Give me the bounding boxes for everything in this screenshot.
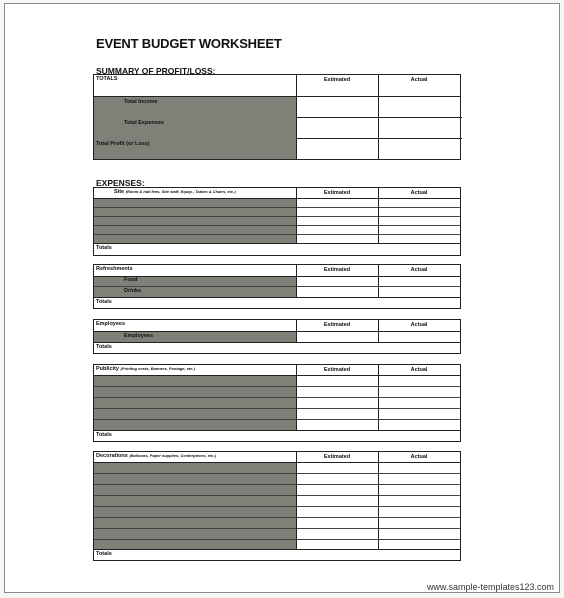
publicity-note: (Printing costs, Banners, Postage, etc.)	[120, 366, 195, 371]
decorations-col-estimated: Estimated	[323, 454, 351, 460]
expenses-heading: EXPENSES:	[96, 178, 145, 188]
summary-row-total-profit: Total Profit (or Loss)	[96, 141, 150, 147]
decorations-table	[93, 451, 461, 561]
refreshments-table	[93, 264, 461, 309]
site-header	[94, 188, 296, 198]
employees-header: Employees	[96, 321, 126, 327]
site-item-column	[94, 198, 296, 243]
decorations-note: (Balloons, Paper supplies, Centerpieces, etc.)	[129, 453, 217, 458]
publicity-header	[94, 365, 296, 375]
decorations-header	[94, 452, 296, 462]
refreshments-col-estimated: Estimated	[323, 267, 351, 273]
summary-table	[93, 74, 461, 160]
site-totals: Totals	[96, 245, 112, 251]
site-note: (Room & hall fees, Site staff, Equip., Tables & Chairs, etc.)	[125, 189, 236, 194]
site-table	[93, 187, 461, 256]
decorations-col-actual: Actual	[410, 454, 428, 460]
decorations-title: Decorations	[96, 453, 128, 459]
summary-heading: SUMMARY OF PROFIT/LOSS:	[96, 66, 216, 76]
summary-header-row	[94, 75, 460, 96]
document-title: EVENT BUDGET WORKSHEET	[96, 36, 282, 51]
summary-col-actual: Actual	[410, 77, 428, 83]
employees-col-estimated: Estimated	[323, 322, 351, 328]
publicity-item-column	[94, 375, 296, 430]
refreshments-item-drinks: Drinks	[124, 288, 142, 294]
summary-row-total-expenses: Total Expenses	[124, 120, 164, 126]
publicity-title: Publicity	[96, 366, 119, 372]
decorations-totals: Totals	[96, 551, 112, 557]
footer-url: www.sample-templates123.com	[426, 582, 554, 592]
refreshments-col-actual: Actual	[410, 267, 428, 273]
publicity-totals: Totals	[96, 432, 112, 438]
refreshments-header: Refreshments	[96, 266, 133, 272]
refreshments-totals: Totals	[96, 299, 112, 305]
publicity-col-estimated: Estimated	[323, 367, 351, 373]
summary-col-estimated: Estimated	[323, 77, 351, 83]
employees-table	[93, 319, 461, 354]
publicity-table	[93, 364, 461, 442]
summary-label-column	[94, 96, 296, 159]
summary-row-total-income: Total Income	[124, 99, 158, 105]
employees-item-employees: Employees	[124, 333, 154, 339]
employees-totals: Totals	[96, 344, 112, 350]
publicity-col-actual: Actual	[410, 367, 428, 373]
site-col-estimated: Estimated	[323, 190, 351, 196]
summary-header-label: TOTALS	[96, 76, 118, 82]
site-col-actual: Actual	[410, 190, 428, 196]
site-title: Site	[114, 189, 125, 195]
employees-col-actual: Actual	[410, 322, 428, 328]
refreshments-item-food: Food	[124, 277, 138, 283]
